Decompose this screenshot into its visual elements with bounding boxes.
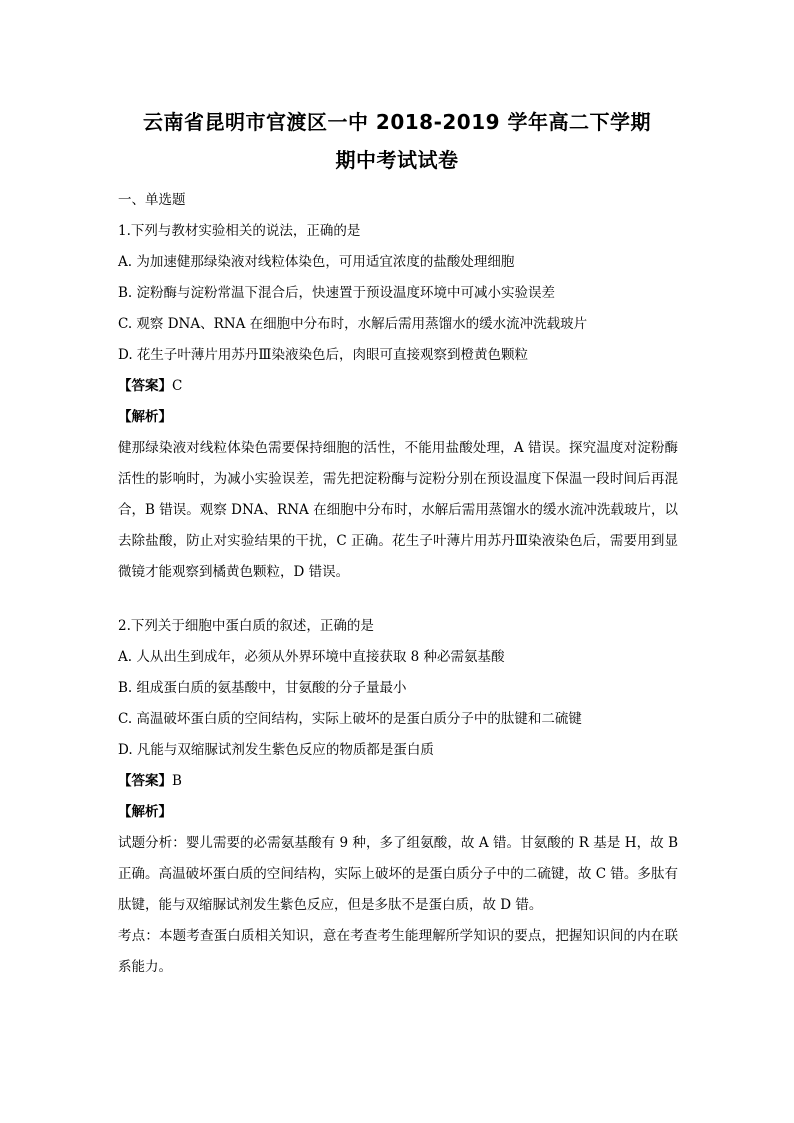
answer-line xyxy=(118,766,678,797)
option-d: D. 花生子叶薄片用苏丹Ⅲ染液染色后，肉眼可直接观察到橙黄色颗粒 xyxy=(118,347,528,363)
option-c: C. 高温破坏蛋白质的空间结构，实际上破坏的是蛋白质分子中的肽键和二硫键 xyxy=(118,711,582,727)
question-2 xyxy=(118,611,678,983)
analysis-text: 健那绿染液对线粒体染色需要保持细胞的活性，不能用盐酸处理，A 错误。探究温度对淀粉酶活性的影响时，为减小实验误差，需先把淀粉酶与淀粉分别在预设温度下保温一段时间后再混合，B 错误。观察 DNA、RNA 在细胞中分布时，水解后需用蒸馏水的缓水流冲洗载玻片，以去除盐酸，防止对实验结果的干扰，C 正确。花生子叶薄片用苏丹Ⅲ染液染色后，需要用到显微镜才能观察到橘黄色颗粒，D 错误。 xyxy=(118,440,678,580)
option-b: B. 组成蛋白质的氨基酸中，甘氨酸的分子量最小 xyxy=(118,680,407,696)
answer-value: C xyxy=(172,378,183,394)
analysis-label: 【解析】 xyxy=(118,804,172,820)
question-stem: 1.下列与教材实验相关的说法，正确的是 xyxy=(118,223,361,239)
question-1 xyxy=(118,216,678,588)
option-c: C. 观察 DNA、RNA 在细胞中分布时，水解后需用蒸馏水的缓水流冲洗载玻片 xyxy=(118,316,588,332)
question-stem: 2.下列关于细胞中蛋白质的叙述，正确的是 xyxy=(118,618,374,634)
option-d: D. 凡能与双缩脲试剂发生紫色反应的物质都是蛋白质 xyxy=(118,742,434,758)
document-title-line-1: 云南省昆明市官渡区一中 2018-2019 学年高二下学期 xyxy=(142,110,652,134)
option-a: A. 为加速健那绿染液对线粒体染色，可用适宜浓度的盐酸处理细胞 xyxy=(118,254,515,270)
answer-label: 【答案】 xyxy=(118,378,172,394)
analysis-text: 试题分析：婴儿需要的必需氨基酸有 9 种，多了组氨酸，故 A 错。甘氨酸的 R 基是 H，故 B 正确。高温破坏蛋白质的空间结构，实际上破坏的是蛋白质分子中的二硫键，故 C 错。多肽有肽键，能与双缩脲试剂发生紫色反应，但是多肽不是蛋白质，故 D 错。 xyxy=(118,835,678,913)
answer-value: B xyxy=(172,773,182,789)
option-a: A. 人从出生到成年，必须从外界环境中直接获取 8 种必需氨基酸 xyxy=(118,649,505,665)
document-body xyxy=(118,185,678,983)
section-heading: 一、单选题 xyxy=(118,192,186,208)
answer-line xyxy=(118,371,678,402)
analysis-label: 【解析】 xyxy=(118,409,172,425)
answer-label: 【答案】 xyxy=(118,773,172,789)
option-b: B. 淀粉酶与淀粉常温下混合后，快速置于预设温度环境中可减小实验误差 xyxy=(118,285,556,301)
document-title-line-2: 期中考试试卷 xyxy=(335,148,459,172)
spacer xyxy=(118,588,678,611)
analysis-note: 考点：本题考查蛋白质相关知识，意在考查考生能理解所学知识的要点，把握知识间的内在联系能力。 xyxy=(118,928,678,975)
